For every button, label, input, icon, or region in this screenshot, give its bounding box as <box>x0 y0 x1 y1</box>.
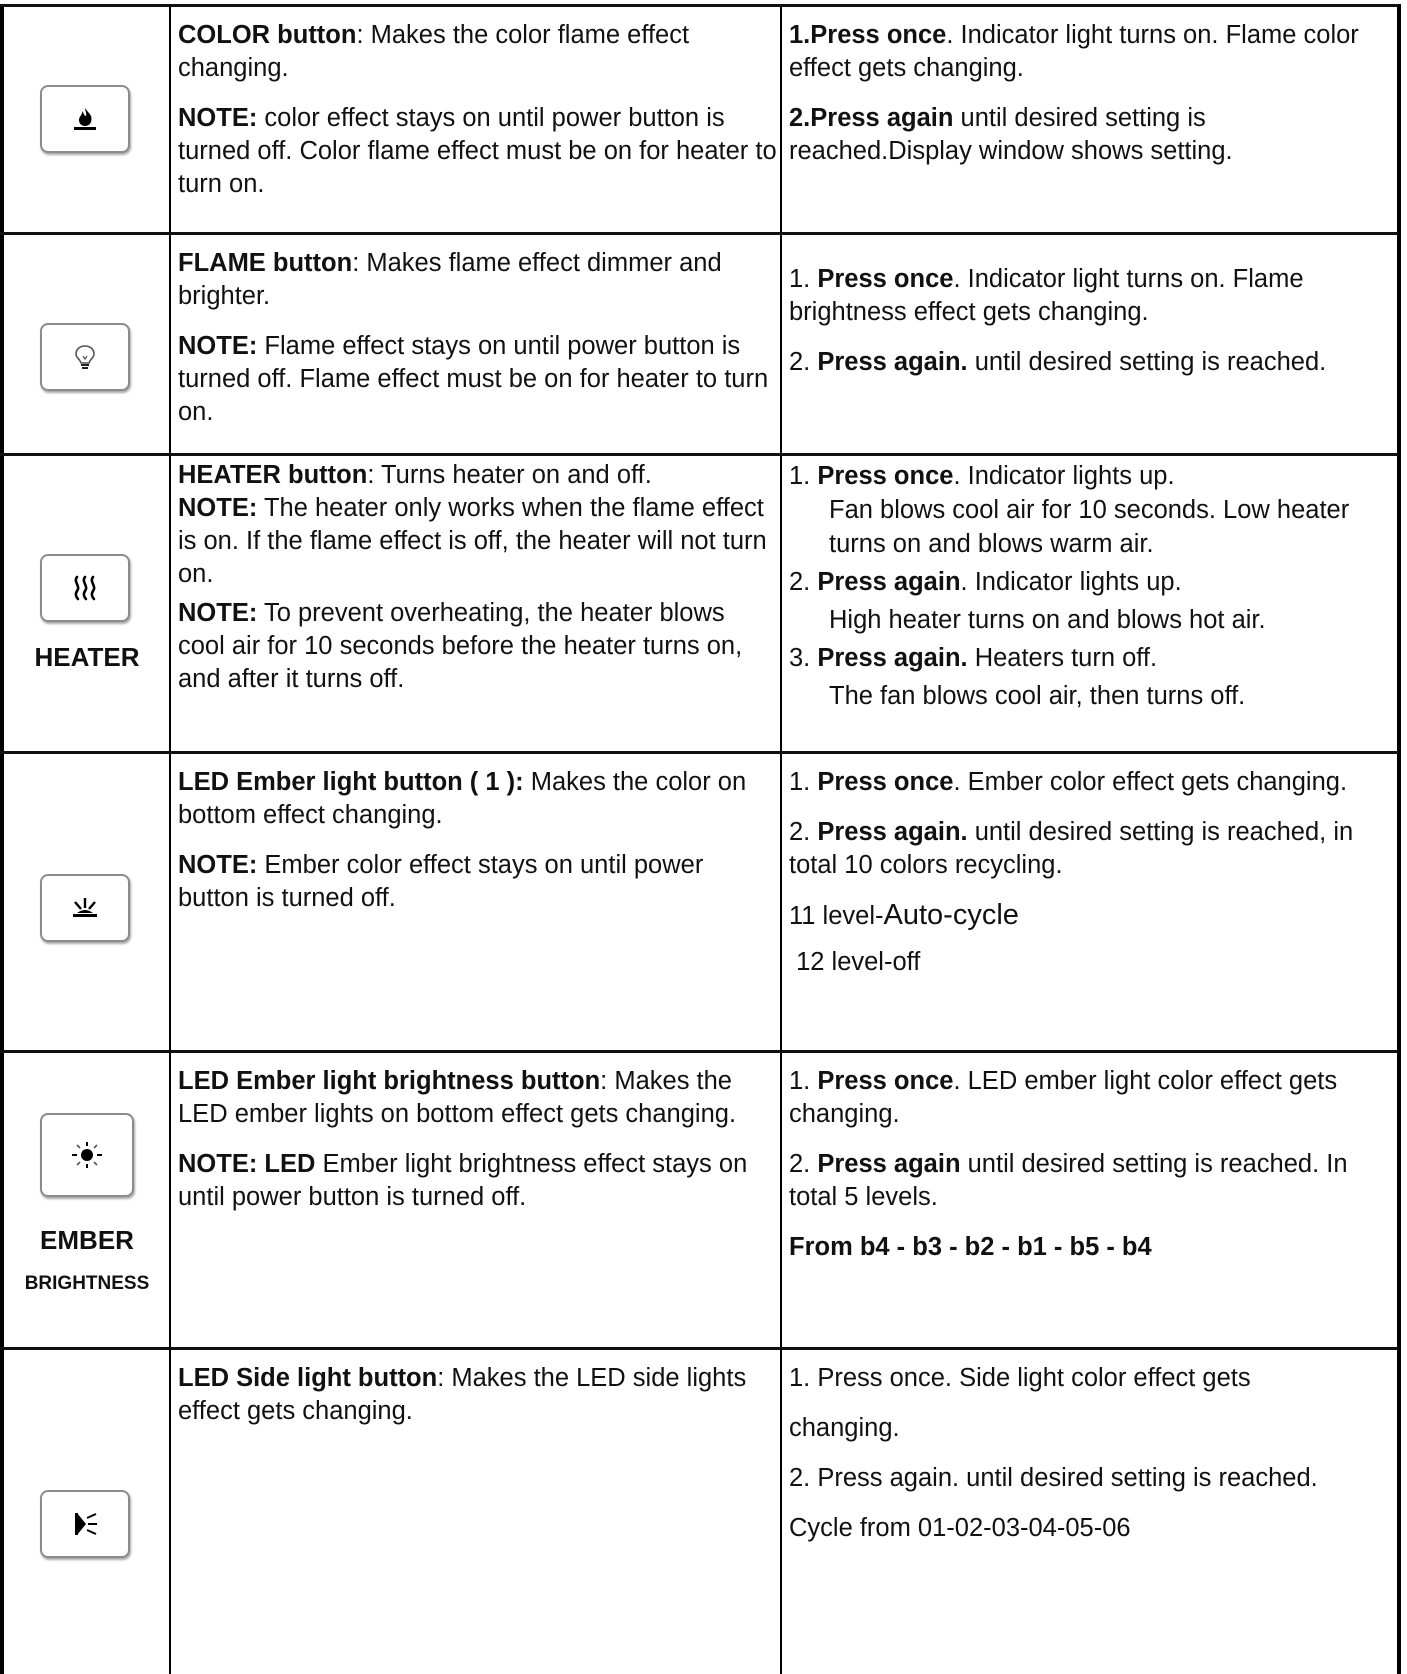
step-number: 1. <box>789 768 818 796</box>
steps-cell <box>789 1053 1395 1347</box>
note-label: NOTE: <box>178 851 258 879</box>
table-row-ember-light <box>0 754 1407 1050</box>
step-number: 3. <box>789 644 818 672</box>
table-row-ember-brightness <box>0 1053 1407 1347</box>
step-action: Press again <box>817 1150 961 1178</box>
table-row-heater <box>0 456 1407 751</box>
step-1 <box>789 263 1395 329</box>
step-2 <box>789 816 1395 882</box>
button-name: LED Side light button <box>178 1364 438 1392</box>
steps-cell <box>789 251 1395 451</box>
description-text <box>178 1362 778 1428</box>
cycle-sequence <box>789 1512 1395 1545</box>
level-off <box>789 946 1395 979</box>
button-label: EMBER <box>40 1225 134 1255</box>
step-text: . Ember color effect gets changing. <box>953 768 1348 796</box>
ember-glow-icon <box>70 896 100 920</box>
note-text <box>178 492 778 591</box>
step-detail <box>789 679 1395 713</box>
step-text: until desired setting is reached. <box>967 348 1327 376</box>
step-number: 2. <box>789 568 818 596</box>
note-body: To prevent overheating, the heater blows cool air for 10 seconds before the heater turns on, and after it turns off. <box>178 599 743 693</box>
step-text: until desired setting is reached, in total 10 colors recycling. <box>789 818 1354 879</box>
note-text <box>178 1148 778 1214</box>
button-name: LED Ember light brightness button <box>178 1067 601 1095</box>
note-body: The heater only works when the flame effect is on. If the flame effect is off, the heater will not turn on. <box>178 494 767 588</box>
step-detail <box>789 603 1395 637</box>
step-detail-text: High heater turns on and blows hot air. <box>829 606 1266 634</box>
table-row-color <box>0 7 1407 232</box>
steps-cell <box>789 7 1395 232</box>
icon-cell <box>4 1350 170 1674</box>
note-text <box>178 849 778 915</box>
step-text: . Indicator lights up. <box>960 568 1182 596</box>
description-text <box>178 247 778 313</box>
table-row-flame <box>0 235 1407 453</box>
icon-cell <box>4 235 170 453</box>
button-name: LED Ember light button ( 1 ): <box>178 768 524 796</box>
step-action: 2.Press again <box>789 104 954 132</box>
lightbulb-icon <box>74 344 96 370</box>
step-1 <box>789 459 1395 493</box>
icon-cell <box>4 456 170 751</box>
button-description: : Makes the color flame effect changing. <box>178 21 690 82</box>
step-action: Press once <box>817 768 954 796</box>
step-action: 1.Press once <box>789 21 947 49</box>
description-text <box>178 459 778 492</box>
icon-cell <box>4 754 170 1050</box>
flame-button[interactable] <box>40 323 130 391</box>
steps-cell <box>789 447 1395 747</box>
step-2 <box>789 565 1395 599</box>
step-text: Cycle from 01-02-03-04-05-06 <box>789 1514 1131 1542</box>
step-2 <box>789 102 1395 168</box>
step-action: Press once <box>817 265 954 293</box>
note-body: Ember light brightness effect stays on until power button is turned off. <box>178 1150 748 1211</box>
step-1 <box>789 1362 1395 1395</box>
step-action: Press again. <box>817 818 968 846</box>
note-label: NOTE: LED <box>178 1150 316 1178</box>
step-text: . Indicator lights up. <box>953 462 1175 490</box>
description-cell <box>178 754 778 1050</box>
description-cell <box>178 447 778 747</box>
note-body: Ember color effect stays on until power button is turned off. <box>178 851 704 912</box>
note-label: NOTE: <box>178 494 258 522</box>
step-2 <box>789 346 1395 379</box>
step-text: 2. Press again. until desired setting is reached. <box>789 1464 1318 1492</box>
step-1 <box>789 19 1395 85</box>
side-light-button[interactable] <box>40 1490 130 1558</box>
button-name: FLAME button <box>178 249 353 277</box>
note-body: Flame effect stays on until power button is turned off. Flame effect must be on for heater to turn on. <box>178 332 769 426</box>
ember-brightness-button[interactable] <box>40 1113 134 1197</box>
description-text <box>178 766 778 832</box>
level-sequence <box>789 1231 1395 1264</box>
level-text: 12 level-off <box>789 948 921 976</box>
description-cell <box>178 1350 778 1674</box>
step-action: Press again <box>817 568 961 596</box>
step-number: 2. <box>789 348 818 376</box>
step-text: . Indicator light turns on. Flame brightness effect gets changing. <box>789 265 1304 326</box>
step-detail <box>789 493 1395 561</box>
step-number: 2. <box>789 1150 818 1178</box>
step-action: Press again. <box>817 644 968 672</box>
sun-icon <box>69 1139 105 1171</box>
step-detail-text: The fan blows cool air, then turns off. <box>829 682 1246 710</box>
note-text <box>178 597 778 696</box>
color-button[interactable] <box>40 85 130 153</box>
icon-cell <box>4 1053 170 1347</box>
sequence-text: From b4 - b3 - b2 - b1 - b5 - b4 <box>789 1233 1152 1261</box>
step-3 <box>789 641 1395 675</box>
step-text: Heaters turn off. <box>967 644 1158 672</box>
step-text: changing. <box>789 1414 900 1442</box>
step-number: 1. <box>789 462 818 490</box>
step-text: until desired setting is reached.Display window shows setting. <box>789 104 1233 165</box>
note-label: NOTE: <box>178 599 258 627</box>
description-cell <box>178 1053 778 1347</box>
description-text <box>178 19 778 85</box>
button-description: : Makes the LED side lights effect gets changing. <box>178 1364 747 1425</box>
level-mode: Auto-cycle <box>883 899 1019 931</box>
step-number: 1. <box>789 1067 818 1095</box>
button-description: Makes the color on bottom effect changing. <box>178 768 747 829</box>
heater-button[interactable] <box>40 554 130 622</box>
note-label: NOTE: <box>178 332 258 360</box>
step-1-continued <box>789 1412 1395 1445</box>
side-light-icon <box>71 1510 99 1538</box>
description-cell <box>178 235 778 453</box>
description-cell <box>178 7 778 232</box>
step-2 <box>789 1148 1395 1214</box>
step-1 <box>789 766 1395 799</box>
step-number: 2. <box>789 818 818 846</box>
note-label: NOTE: <box>178 104 258 132</box>
ember-light-button[interactable] <box>40 874 130 942</box>
heat-waves-icon <box>70 574 100 602</box>
button-description: : Makes the LED ember lights on bottom effect gets changing. <box>178 1067 737 1128</box>
note-text <box>178 102 778 201</box>
step-1 <box>789 1065 1395 1131</box>
step-number: 1. <box>789 265 818 293</box>
note-body: color effect stays on until power button is turned off. Color flame effect must be on for heater to turn on. <box>178 104 777 198</box>
step-action: Press again. <box>817 348 968 376</box>
description-text <box>178 1065 778 1131</box>
note-text <box>178 330 778 429</box>
button-label: HEATER <box>34 642 140 672</box>
step-2 <box>789 1462 1395 1495</box>
flame-icon <box>70 106 100 132</box>
step-text: 1. Press once. Side light color effect gets <box>789 1364 1251 1392</box>
level-auto-cycle <box>789 899 1395 933</box>
step-text: . Indicator light turns on. Flame color effect gets changing. <box>789 21 1359 82</box>
button-name: HEATER button <box>178 461 368 489</box>
step-text: . LED ember light color effect gets changing. <box>789 1067 1338 1128</box>
step-text: until desired setting is reached. In total 5 levels. <box>789 1150 1348 1211</box>
icon-cell <box>4 7 170 232</box>
steps-cell <box>789 1350 1395 1674</box>
step-action: Press once <box>817 462 954 490</box>
button-description: : Makes flame effect dimmer and brighter. <box>178 249 722 310</box>
steps-cell <box>789 754 1395 1050</box>
step-detail-text: Fan blows cool air for 10 seconds. Low heater turns on and blows warm air. <box>829 496 1350 558</box>
button-sublabel: BRIGHTNESS <box>24 1273 150 1294</box>
table-row-side-light <box>0 1350 1407 1674</box>
button-description: : Turns heater on and off. <box>367 461 652 489</box>
level-prefix: 11 level- <box>789 902 884 930</box>
step-action: Press once <box>817 1067 954 1095</box>
button-name: COLOR button <box>178 21 357 49</box>
